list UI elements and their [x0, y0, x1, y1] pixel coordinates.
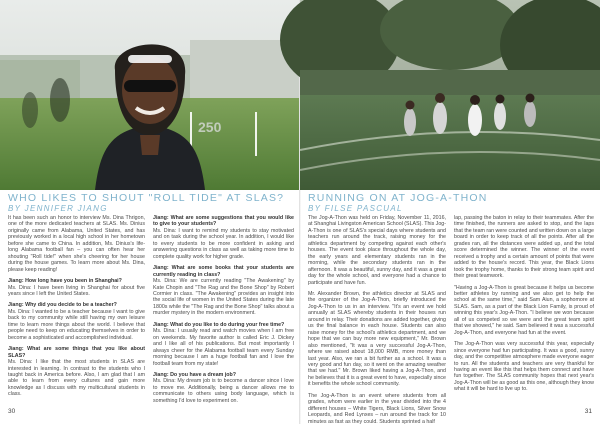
interview-question: Jiang: Why did you decide to be a teacher?: [8, 302, 117, 309]
body-paragraph: Ms. Dina: I usually read and watch movies when I am free on weekends. My favorite author is called Eric J. Dickey and I like all of his publications. But most importantly I always cheer for the Alabama football team every Sunday morning because I am a huge football fan and I love the football team from my state!: [153, 328, 294, 367]
teacher-photo: [0, 0, 300, 190]
body-paragraph: The Jog-A-Thon was very successful this year, especially since everyone had fun participating. It was a good, sunny day, and the competitive atmosphere made everyone eager to run. All the students and teachers are very thankful for having an event like this that helps them connect and have fun together. The SLAS community hopes that next year's Jog-A-Thon will be as good as this one, although they know what it will be hard to live up to.: [454, 341, 594, 393]
interview-question: Jiang: What are some suggestions that you would like to give to your students?: [153, 215, 294, 228]
text-column-2: [454, 215, 594, 411]
body-paragraph: Ms. Dina: I want to remind my students to stay motivated and on task during the school year. In addition, I would like to every students to be more confident in asking and answering questions in class as well as taking more time to complete quality work for higher grade.: [153, 227, 294, 260]
body-paragraph: Ms. Dina: I like that the most students in SLAS are interested in learning. In contrast to the students who I taught back in America before. Also, I am glad that I am able to learn from every cultures and gain more knowledge as I discuss with my multicultural students in class.: [8, 359, 145, 398]
body-paragraph: Ms. Dina: I have been living in Shanghai for about five years since I left the United States.: [8, 284, 145, 297]
interview-question: Jiang: Do you have a dream job?: [153, 371, 237, 378]
interview-question: Jiang: What are some books that your students are currently reading in class?: [153, 265, 294, 278]
jogathon-photo-image: [300, 0, 600, 190]
text-column-1: [308, 215, 446, 425]
body-paragraph: Ms. Dina: My dream job is to become a dancer since I love to move me. Additionally, being a dancer allows me to communicate to others using body language, which is something I'd love to experiment on.: [153, 378, 294, 404]
body-paragraph: Mr. Alexander Brown, the athletics director at SLAS and the organizer of the Jog-A-Thon, briefly introduced the Jog-A-Thon to us in an interview. "It's an event we hold annually at SLAS whereby students in their houses run around in relay. Their donations are added together, giving us the final balance in each house. Students can also raise money for the school's athletics department, and we hope that we can buy more new equipment," Mr. Brown also mentioned, "It was a very successful Jog-A-Thon, where we raised about 18,000 RMB, more money than last year. Also, we ran a bit further as a school. It was a very good and fun day, so it went on the amazing weather that we had." Mr. Brown liked having a Jog-A-Thon, and he believes that it is a great event to have, especially since it benefits the whole school community.: [308, 290, 446, 388]
body-paragraph: "Having a Jog-A-Thon is great because it helps us become better athletes by running and we also get to help the school at the same time," said Sam Aiun, a sophomore at SLAS. Sam, as a part of the Black Lion Family, is proud of winning this year's Jog-A-Thon. "I believe we won because all of us competed so we were and the great team spirit that we showed," he said. Sam believed it was a successful Jog-A-Thon, and everyone had fun at the event.: [454, 284, 594, 336]
article-byline: BY JENNIFER JIANG: [8, 204, 108, 213]
page-number: 31: [584, 408, 592, 415]
article-byline: BY FILSE PASCUAL: [308, 204, 403, 213]
left-page: [0, 0, 300, 424]
teacher-photo-image: [0, 0, 300, 190]
interview-question: Jiang: What do you like to do during your free time?: [153, 321, 285, 328]
article-headline: RUNNING ON AT JOG-A-THON: [308, 192, 488, 204]
body-paragraph: The Jog-A-Thon is an event where students from all grades, whom were earlier in the year divided into the 4 different houses – White Tigers, Black Lions, Silver Snow Leopards, and Red Lynxes – run around the track for 10 minutes as fast as they could. Students sprinted a half: [308, 392, 446, 425]
page-number: 30: [8, 408, 16, 415]
body-paragraph: lap, passing the baton in relay to their teammates. After the time finished, the runners are asked to stop, and the laps that the team ran were counted and written down on a large board in order to keep track of all the points. After all the grades ran, all the distances were added up, and the total score determined the winner. The winner of the event received a trophy and a certain amount of points that were added to the house's record. This year, the Black Lions took the trophy home, thanks to their strong team spirit and their great teamwork.: [454, 215, 594, 280]
jogathon-photo: [300, 0, 600, 190]
body-paragraph: The Jog-A-Thon was held on Friday, November 11, 2016, at Shanghai Livingston American School (SLAS). This Jog-A-Thon is one of SLAS's special days where students and teachers run around the track, raising money for the athletics department by competing against each other's houses. The event took place throughout the whole day, the early years and elementary students ran in the morning, while the secondary students ran in the afternoon. It was a beautiful, sunny day, and it was a great day for the whole school, and everyone had a chance to participate and have fun.: [308, 215, 446, 286]
interview-question: Jiang: What are some things that you like about SLAS?: [8, 346, 145, 359]
svg-text:250: 250: [198, 119, 222, 135]
body-paragraph: Ms. Dina: I wanted to be a teacher because I want to give back to my community while still having my own leisure time to learn more things about the world. I believe that people need to keep on educating themselves in order to become a sophisticated and accomplished individual.: [8, 308, 145, 341]
text-column-1: [8, 215, 145, 411]
body-paragraph: Ms. Dina: We are currently reading "The Awakening" by Kate Chopin and "The Rag and the Bone Shop" by Robert Cormier in class. "The Awakening" provides an insight into the social life of women in the United States during the late 1800s while the "The Rag and the Bone Shop" talks about a murder mystery in the modern environment.: [153, 278, 294, 317]
interview-question: Jiang: How long have you been in Shanghai?: [8, 278, 122, 285]
article-headline: WHO LIKES TO SHOUT "ROLL TIDE" AT SLAS?: [8, 192, 285, 204]
text-column-2: [153, 215, 294, 411]
body-paragraph: It has been such an honor to interview Ms. Dina Thrigon, one of the more dedicated teachers at SLAS. Ms. Dinius originally came from Alabama, United States, and has previously worked in a local high school in her hometown before she came to China. In addition, Ms. Dinius's life-long Alabama football fan – you can often hear her shouting "Roll tide!" when she's cheering for her house during the house games. To learn more about Ms. Dina, please keep reading!: [8, 215, 145, 273]
right-page: [300, 0, 600, 424]
